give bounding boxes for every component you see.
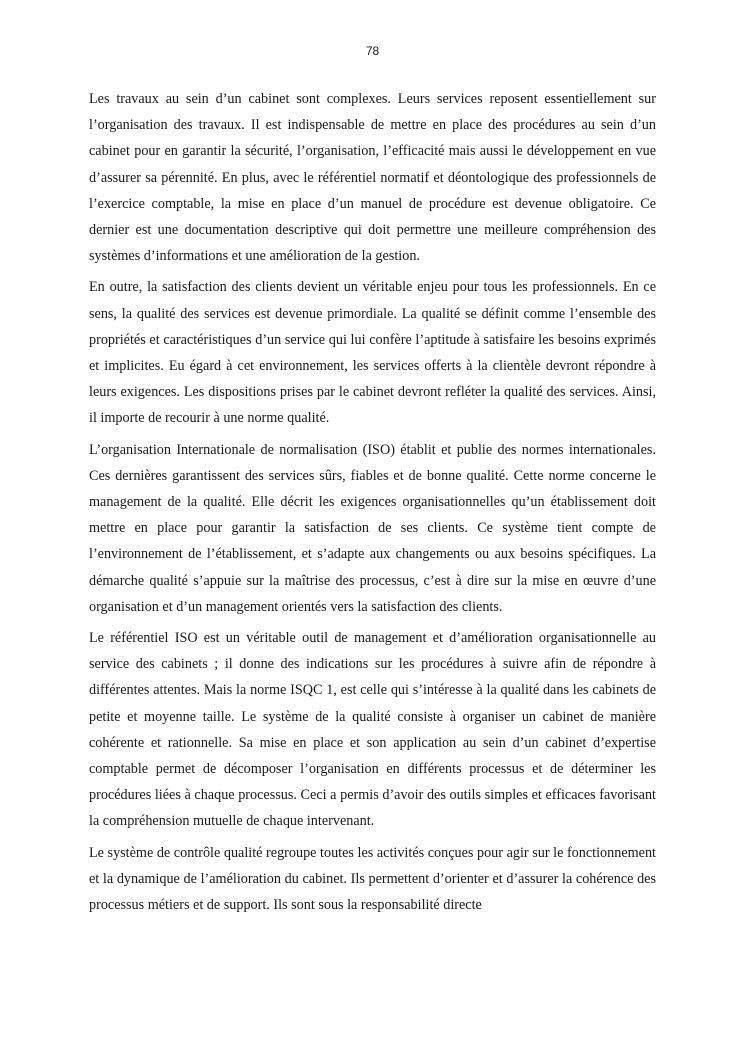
paragraph-4: Le référentiel ISO est un véritable outil de management et d’amélioration organisationnelle au service des cabinets ; il donne des indications sur les procédures à suivre afin de répondre à différentes attentes. Mais la norme ISQC 1, est celle qui s’intéresse à la qualité dans les cabinets de petite et moyenne taille. Le système de la qualité consiste à organiser un cabinet de manière cohérente et rationnelle. Sa mise en place et son application au sein d’un cabinet d’expertise comptable permet de décomposer l’organisation en différents processus et de déterminer les procédures liées à chaque processus. Ceci a permis d’avoir des outils simples et efficaces favorisant la compréhension mutuelle de chaque intervenant. [89, 630, 656, 830]
paragraph-1: Les travaux au sein d’un cabinet sont complexes. Leurs services reposent essentiellement sur l’organisation des travaux. Il est indispensable de mettre en place des procédures au sein d’un cabinet pour en garantir la sécurité, l’organisation, l’efficacité mais aussi le développement en vue d’assurer sa pérennité. En plus, avec le référentiel normatif et déontologique des professionnels de l’exercice comptable, la mise en place d’un manuel de procédure est devenue obligatoire. Ce dernier est une documentation descriptive qui doit permettre une meilleure compréhension des systèmes d’informations et une amélioration de la gestion. [89, 91, 656, 265]
paragraph-3: L’organisation Internationale de normalisation (ISO) établit et publie des normes internationales. Ces dernières garantissent des services sûrs, fiables et de bonne qualité. Cette norme concerne le management de la qualité. Elle décrit les exigences organisationnelles qu’un établissement doit mettre en place pour garantir la satisfaction de ses clients. Ce système tient compte de l’environnement de l’établissement, et s’adapte aux changements ou aux besoins spécifiques. La démarche qualité s’appuie sur la maîtrise des processus, c’est à dire sur la mise en œuvre d’une organisation et d’un management orientés vers la satisfaction des clients. [89, 441, 656, 615]
body-text [89, 86, 656, 923]
page-number: 78 [365, 44, 380, 58]
paragraph-5: Le système de contrôle qualité regroupe toutes les activités conçues pour agir sur le fonctionnement et la dynamique de l’amélioration du cabinet. Ils permettent d’orienter et d’assurer la cohérence des processus métiers et de support. Ils sont sous la responsabilité directe [89, 844, 656, 914]
paragraph-2: En outre, la satisfaction des clients devient un véritable enjeu pour tous les professionnels. En ce sens, la qualité des services est devenue primordiale. La qualité se définit comme l’ensemble des propriétés et caractéristiques d’un service qui lui confère l’aptitude à satisfaire les besoins exprimés et implicites. Eu égard à cet environnement, les services offerts à la clientèle devront répondre à leurs exigences. Les dispositions prises par le cabinet devront refléter la qualité des services. Ainsi, il importe de recourir à une norme qualité. [89, 279, 656, 427]
